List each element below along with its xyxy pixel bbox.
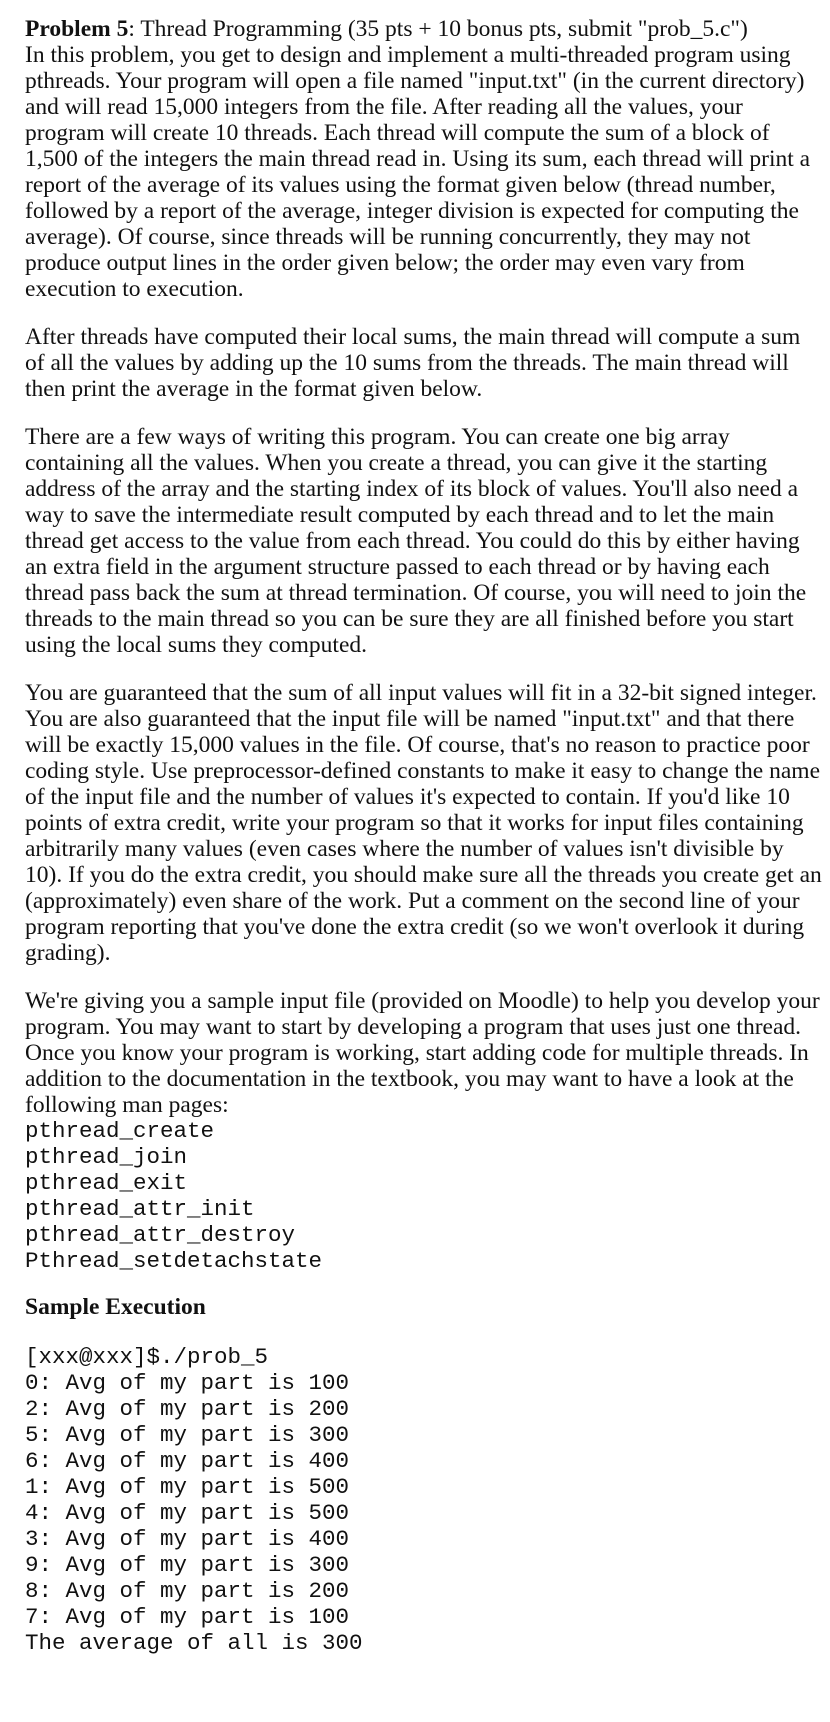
output-line: 6: Avg of my part is 400 [25,1448,350,1474]
sample-file-paragraph: We're giving you a sample input file (provided on Moodle) to help you develop your program. You may want to start by developing a program that uses just one thread. Once you know your program is working, start adding code for multiple threads. In addition to the documentation in the textbook, you may want to have a look at the following man pages: [25,988,820,1118]
sample-output [25,1344,825,1656]
output-line: [xxx@xxx]$./prob_5 [25,1344,269,1370]
output-line: 0: Avg of my part is 100 [25,1370,350,1396]
approach-paragraph: There are a few ways of writing this program. You can create one big array containing all the values. When you create a thread, you can give it the starting address of the array and the starting index of its block of values. You'll also need a way to save the intermediate result computed by each thread and to let the main thread get access to the value from each thread. You could do this by either having an extra field in the argument structure passed to each thread or by having each thread pass back the sum at thread termination. Of course, you will need to join the threads to the main thread so you can be sure they are all finished before you start using the local sums they computed. [25,424,807,658]
man-page-item: pthread_attr_init [25,1196,255,1222]
problem-heading [25,16,825,42]
man-pages-list [25,1118,825,1274]
man-page-item: pthread_exit [25,1170,188,1196]
main-thread-paragraph: After threads have computed their local sums, the main thread will compute a sum of all the values by adding up the 10 sums from the threads. The main thread will then print the average in the format given below. [25,324,801,402]
man-page-item: pthread_attr_destroy [25,1222,296,1248]
output-line: 2: Avg of my part is 200 [25,1396,350,1422]
guarantees-paragraph: You are guaranteed that the sum of all input values will fit in a 32-bit signed integer. You are also guaranteed that the input file will be named "input.txt" and that there will be exactly 15,000 values in the file. Of course, that's no reason to practice poor coding style. Use preprocessor-defined constants to make it easy to change the name of the input file and the number of values it's expected to contain. If you'd like 10 points of extra credit, write your program so that it works for input files containing arbitrarily many values (even cases where the number of values isn't divisible by 10). If you do the extra credit, you should make sure all the threads you create get an (approximately) even share of the work. Put a comment on the second line of your program reporting that you've done the extra credit (so we won't overlook it during grading). [25,680,822,966]
output-line: 4: Avg of my part is 500 [25,1500,350,1526]
problem-title: : Thread Programming (35 pts + 10 bonus pts, submit "prob_5.c") [128,16,748,42]
assignment-document [25,16,825,1656]
problem-label: Problem 5 [25,16,129,42]
output-line: 3: Avg of my part is 400 [25,1526,350,1552]
man-page-item: pthread_join [25,1144,188,1170]
output-line: 9: Avg of my part is 300 [25,1552,350,1578]
man-page-item: Pthread_setdetachstate [25,1248,323,1274]
intro-paragraph: In this problem, you get to design and implement a multi-threaded program using pthreads. Your program will open a file named "input.txt" (in the current directory) and will read 15,000 integers from the file. After reading all the values, your program will create 10 threads. Each thread will compute the sum of a block of 1,500 of the integers the main thread read in. Using its sum, each thread will print a report of the average of its values using the format given below (thread number, followed by a report of the average, integer division is expected for computing the average). Of course, since threads will be running concurrently, they may not produce output lines in the order given below; the order may even vary from execution to execution. [25,42,811,302]
man-page-item: pthread_create [25,1118,215,1144]
output-line: The average of all is 300 [25,1630,363,1656]
sample-execution-title: Sample Execution [25,1294,206,1320]
output-line: 7: Avg of my part is 100 [25,1604,350,1630]
output-line: 8: Avg of my part is 200 [25,1578,350,1604]
output-line: 1: Avg of my part is 500 [25,1474,350,1500]
output-line: 5: Avg of my part is 300 [25,1422,350,1448]
